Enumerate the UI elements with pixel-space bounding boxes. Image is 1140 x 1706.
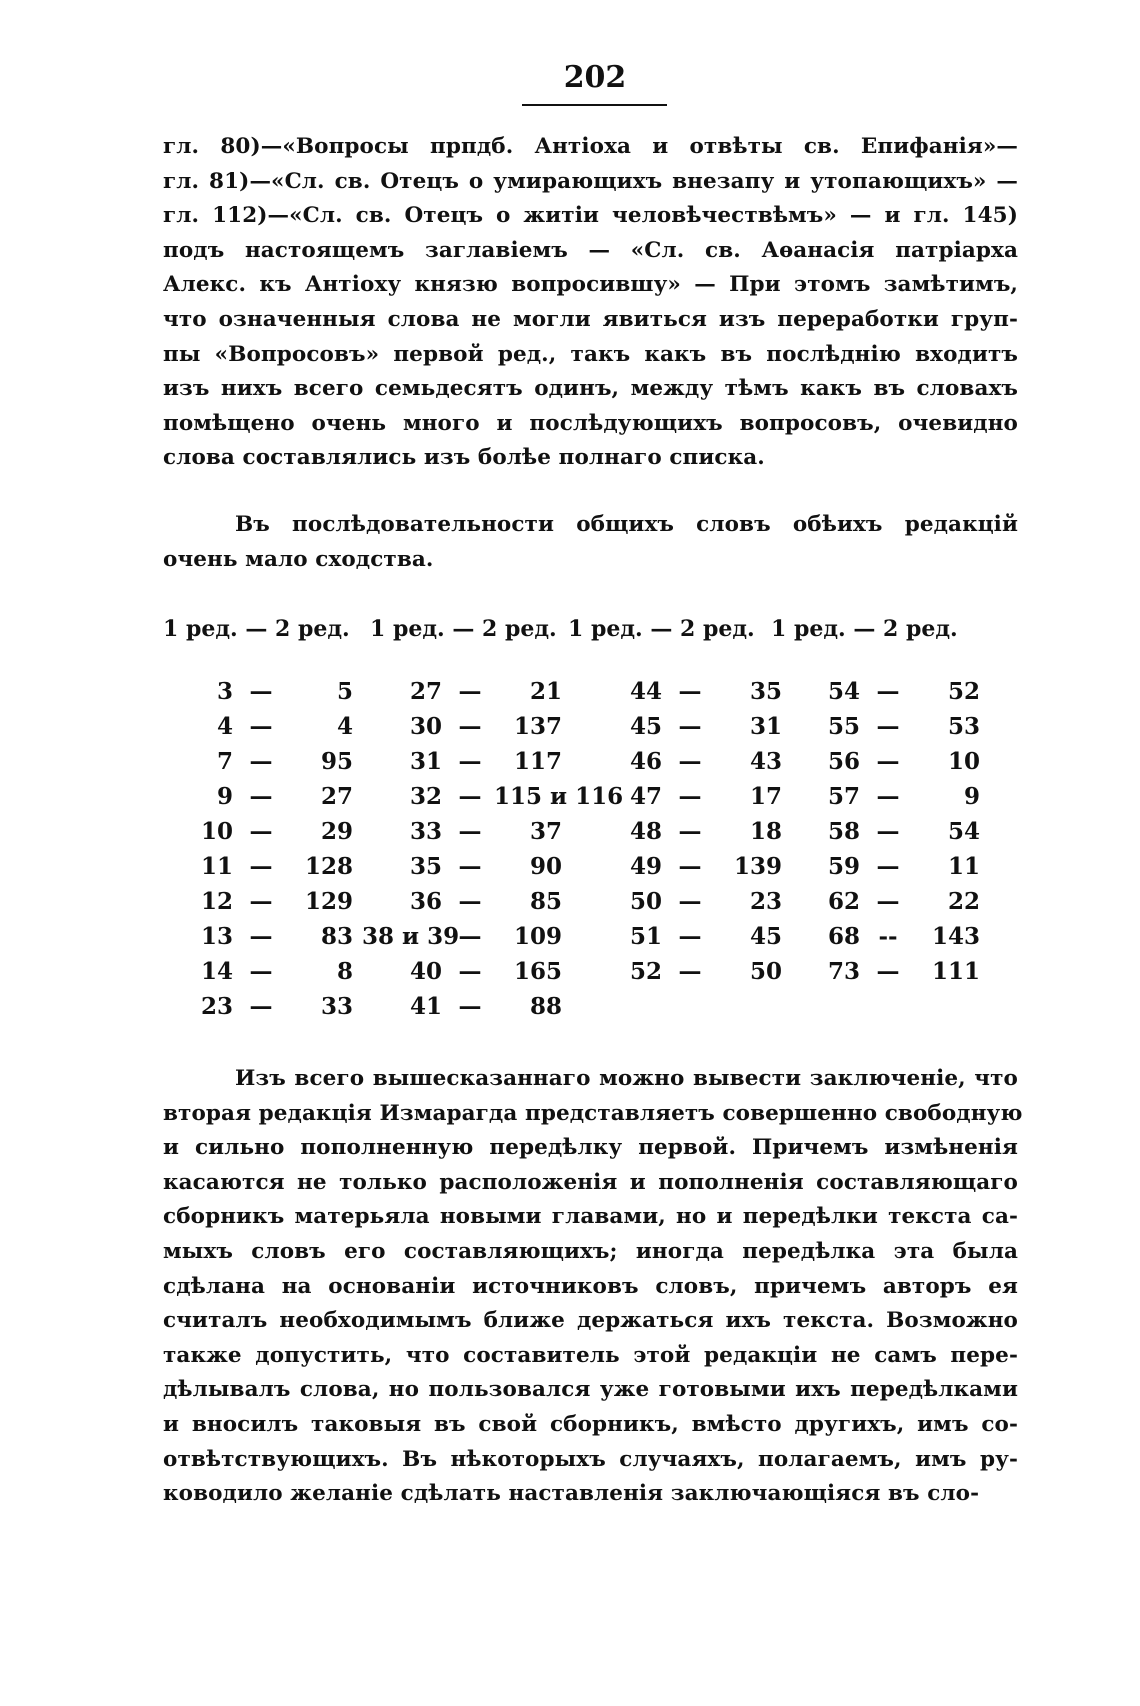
dash-separator: — — [249, 958, 273, 985]
table-row — [163, 958, 393, 993]
table-row — [592, 923, 822, 958]
text-line: дѣлывалъ слова, но пользовался уже готовыми ихъ передѣлками — [163, 1377, 1018, 1403]
dash-separator: — — [458, 713, 482, 740]
first-edition-number: 48 — [629, 818, 662, 845]
dash-separator: — — [249, 993, 273, 1020]
dash-separator: — — [249, 923, 273, 950]
concordance-column-3 — [592, 678, 822, 993]
first-edition-number: 68 — [827, 923, 860, 950]
table-row — [163, 783, 393, 818]
table-row — [372, 783, 624, 818]
table-row — [790, 888, 1020, 923]
table-row — [372, 748, 602, 783]
second-edition-number: 9 — [963, 783, 980, 810]
text-line: изъ нихъ всего семьдесятъ одинъ, между тѣмъ какъ въ словахъ — [163, 376, 1018, 402]
table-row — [372, 853, 602, 888]
second-edition-number: 165 — [513, 958, 562, 985]
text-line: ководило желаніе сдѣлать наставленія заключающіяся въ сло- — [163, 1481, 980, 1507]
dash-separator: — — [458, 958, 482, 985]
table-row — [790, 853, 1020, 888]
second-edition-number: 111 — [931, 958, 980, 985]
text-line: и сильно пополненную передѣлку первой. Причемъ измѣненія — [163, 1135, 1018, 1161]
table-row — [163, 888, 393, 923]
first-edition-number: 47 — [629, 783, 662, 810]
text-line: Въ послѣдовательности общихъ словъ обѣихъ редакцій — [235, 512, 1018, 537]
text-line: слова составлялись изъ болѣе полнаго списка. — [163, 445, 765, 471]
dash-separator: — — [458, 748, 482, 775]
dash-separator: — — [249, 783, 273, 810]
table-row — [372, 713, 602, 748]
dash-separator: — — [876, 748, 900, 775]
second-edition-number: 27 — [320, 783, 353, 810]
table-row — [592, 783, 822, 818]
second-edition-number: 54 — [947, 818, 980, 845]
table-row — [372, 888, 602, 923]
dash-separator: — — [678, 958, 702, 985]
second-edition-number: 4 — [336, 713, 353, 740]
first-edition-number: 59 — [827, 853, 860, 880]
first-edition-number: 9 — [216, 783, 233, 810]
second-edition-number: 137 — [513, 713, 562, 740]
dash-separator: — — [249, 888, 273, 915]
second-edition-number: 53 — [947, 713, 980, 740]
column-header: 1 ред. — 2 ред. — [370, 616, 557, 642]
table-row — [592, 713, 822, 748]
second-edition-number: 18 — [749, 818, 782, 845]
second-edition-number: 23 — [749, 888, 782, 915]
table-row — [163, 678, 393, 713]
dash-separator: — — [458, 923, 482, 950]
text-line: мыхъ словъ его составляющихъ; иногда передѣлка эта была — [163, 1238, 1018, 1264]
dash-separator: — — [876, 958, 900, 985]
text-line: отвѣтствующихъ. Въ нѣкоторыхъ случаяхъ, полагаемъ, имъ ру- — [163, 1446, 1018, 1472]
dash-separator: — — [876, 853, 900, 880]
text-line: считалъ необходимымъ ближе держаться ихъ текста. Возможно — [163, 1308, 1018, 1334]
second-edition-number: 31 — [749, 713, 782, 740]
concordance-column-2 — [362, 678, 624, 1028]
dash-separator: — — [678, 818, 702, 845]
text-line: что означенныя слова не могли явиться изъ переработки груп- — [163, 306, 1018, 332]
first-edition-number: 30 — [409, 713, 442, 740]
second-edition-number: 83 — [320, 923, 353, 950]
table-row — [163, 993, 393, 1028]
dash-separator: — — [249, 853, 273, 880]
table-row — [790, 923, 1020, 958]
first-edition-number: 31 — [409, 748, 442, 775]
paragraph-2 — [163, 508, 1018, 577]
first-edition-number: 55 — [827, 713, 860, 740]
text-line: Изъ всего вышесказаннаго можно вывести заключеніе, что — [235, 1066, 1018, 1091]
first-edition-number: 56 — [827, 748, 860, 775]
second-edition-number: 115 и 116 — [494, 783, 624, 810]
second-edition-number: 52 — [947, 678, 980, 705]
first-edition-number: 50 — [629, 888, 662, 915]
first-edition-number: 52 — [629, 958, 662, 985]
paragraph-3 — [163, 1062, 1023, 1512]
second-edition-number: 29 — [320, 818, 353, 845]
dash-separator: — — [249, 818, 273, 845]
dash-separator: — — [458, 993, 482, 1020]
column-header: 1 ред. — 2 ред. — [568, 616, 755, 642]
first-edition-number: 57 — [827, 783, 860, 810]
dash-separator: — — [678, 678, 702, 705]
dash-separator: — — [249, 713, 273, 740]
table-row — [592, 748, 822, 783]
page-number: 202 — [563, 60, 627, 95]
second-edition-number: 17 — [749, 783, 782, 810]
dash-separator: — — [876, 818, 900, 845]
second-edition-number: 35 — [749, 678, 782, 705]
table-row — [372, 818, 602, 853]
dash-separator: — — [249, 678, 273, 705]
first-edition-number: 7 — [216, 748, 233, 775]
table-row — [372, 958, 602, 993]
second-edition-number: 21 — [529, 678, 562, 705]
second-edition-number: 5 — [336, 678, 353, 705]
table-row — [163, 818, 393, 853]
dash-separator: — — [876, 713, 900, 740]
second-edition-number: 139 — [733, 853, 782, 880]
text-line: подъ настоящемъ заглавіемъ — «Сл. св. Аѳанасія патріарха — [163, 237, 1018, 263]
text-line: Алекс. къ Антіоху князю вопросившу» — При этомъ замѣтимъ, — [163, 272, 1018, 298]
second-edition-number: 45 — [749, 923, 782, 950]
first-edition-number: 40 — [409, 958, 442, 985]
second-edition-number: 22 — [947, 888, 980, 915]
first-edition-number: 12 — [200, 888, 233, 915]
dash-separator: — — [678, 748, 702, 775]
dash-separator: — — [876, 888, 900, 915]
table-row — [592, 818, 822, 853]
column-header: 1 ред. — 2 ред. — [163, 616, 350, 642]
second-edition-number: 143 — [931, 923, 980, 950]
first-edition-number: 44 — [629, 678, 662, 705]
second-edition-number: 88 — [529, 993, 562, 1020]
table-row — [163, 853, 393, 888]
dash-separator: — — [678, 888, 702, 915]
text-line: вторая редакція Измарагда представляетъ совершенно свободную — [163, 1100, 1023, 1126]
dash-separator: — — [458, 818, 482, 845]
text-line: также допустить, что составитель этой редакціи не самъ пере- — [163, 1342, 1018, 1368]
first-edition-number: 10 — [200, 818, 233, 845]
second-edition-number: 10 — [947, 748, 980, 775]
text-line: гл. 80)—«Вопросы прпдб. Антіоха и отвѣты св. Епифанія»— — [163, 134, 1018, 159]
first-edition-number: 58 — [827, 818, 860, 845]
text-line: очень мало сходства. — [163, 546, 434, 572]
first-edition-number: 49 — [629, 853, 662, 880]
concordance-table-header — [163, 616, 1018, 652]
table-row — [790, 958, 1020, 993]
second-edition-number: 117 — [513, 748, 562, 775]
dash-separator: — — [678, 783, 702, 810]
table-row — [163, 748, 393, 783]
second-edition-number: 37 — [529, 818, 562, 845]
table-row — [790, 783, 1020, 818]
concordance-column-4 — [790, 678, 1020, 993]
table-row — [592, 853, 822, 888]
first-edition-number: 4 — [216, 713, 233, 740]
table-row — [372, 993, 602, 1028]
text-line: и вносилъ таковыя въ свой сборникъ, вмѣсто другихъ, имъ со- — [163, 1411, 1018, 1437]
first-edition-number: 35 — [409, 853, 442, 880]
second-edition-number: 43 — [749, 748, 782, 775]
first-edition-number: 36 — [409, 888, 442, 915]
table-row — [372, 678, 602, 713]
second-edition-number: 11 — [947, 853, 980, 880]
dash-separator: — — [678, 853, 702, 880]
first-edition-number: 73 — [827, 958, 860, 985]
text-line: гл. 112)—«Сл. св. Отецъ о житіи человѣчествѣмъ» — и гл. 145) — [163, 203, 1018, 229]
text-line: гл. 81)—«Сл. св. Отецъ о умирающихъ внезапу и утопающихъ» — — [163, 168, 1018, 194]
table-row — [362, 923, 602, 958]
table-row — [592, 958, 822, 993]
table-row — [592, 678, 822, 713]
table-row — [790, 748, 1020, 783]
first-edition-number: 33 — [409, 818, 442, 845]
dash-separator: — — [458, 678, 482, 705]
text-line: сборникъ матерьяла новыми главами, но и передѣлки текста са- — [163, 1204, 1018, 1230]
first-edition-number: 51 — [629, 923, 662, 950]
second-edition-number: 95 — [320, 748, 353, 775]
first-edition-number: 45 — [629, 713, 662, 740]
dash-separator: — — [249, 748, 273, 775]
table-row — [790, 713, 1020, 748]
first-edition-number: 46 — [629, 748, 662, 775]
second-edition-number: 129 — [304, 888, 353, 915]
dash-separator: — — [678, 923, 702, 950]
first-edition-number: 54 — [827, 678, 860, 705]
second-edition-number: 128 — [304, 853, 353, 880]
dash-separator: -- — [878, 923, 898, 950]
second-edition-number: 90 — [529, 853, 562, 880]
text-line: помѣщено очень много и послѣдующихъ вопросовъ, очевидно — [163, 410, 1018, 436]
text-line: касаются не только расположенія и пополненія составляющаго — [163, 1169, 1018, 1195]
second-edition-number: 8 — [336, 958, 353, 985]
text-line: сдѣлана на основаніи источниковъ словъ, причемъ авторъ ея — [163, 1273, 1018, 1299]
table-row — [790, 678, 1020, 713]
second-edition-number: 109 — [513, 923, 562, 950]
first-edition-number: 11 — [200, 853, 233, 880]
table-row — [163, 923, 393, 958]
paragraph-1 — [163, 130, 1018, 476]
concordance-column-1 — [163, 678, 393, 1028]
first-edition-number: 27 — [409, 678, 442, 705]
second-edition-number: 50 — [749, 958, 782, 985]
column-header: 1 ред. — 2 ред. — [771, 616, 958, 642]
table-row — [163, 713, 393, 748]
first-edition-number: 38 и 39 — [362, 923, 460, 950]
table-row — [790, 818, 1020, 853]
text-line: пы «Вопросовъ» первой ред., такъ какъ въ послѣднію входитъ — [163, 341, 1018, 367]
dash-separator: — — [458, 888, 482, 915]
first-edition-number: 41 — [409, 993, 442, 1020]
dash-separator: — — [876, 783, 900, 810]
dash-separator: — — [458, 783, 482, 810]
first-edition-number: 23 — [200, 993, 233, 1020]
dash-separator: — — [678, 713, 702, 740]
dash-separator: — — [876, 678, 900, 705]
first-edition-number: 14 — [200, 958, 233, 985]
first-edition-number: 62 — [827, 888, 860, 915]
first-edition-number: 32 — [409, 783, 442, 810]
first-edition-number: 3 — [216, 678, 233, 705]
first-edition-number: 13 — [200, 923, 233, 950]
second-edition-number: 85 — [529, 888, 562, 915]
page-number-rule — [522, 104, 667, 106]
second-edition-number: 33 — [320, 993, 353, 1020]
table-row — [592, 888, 822, 923]
dash-separator: — — [458, 853, 482, 880]
